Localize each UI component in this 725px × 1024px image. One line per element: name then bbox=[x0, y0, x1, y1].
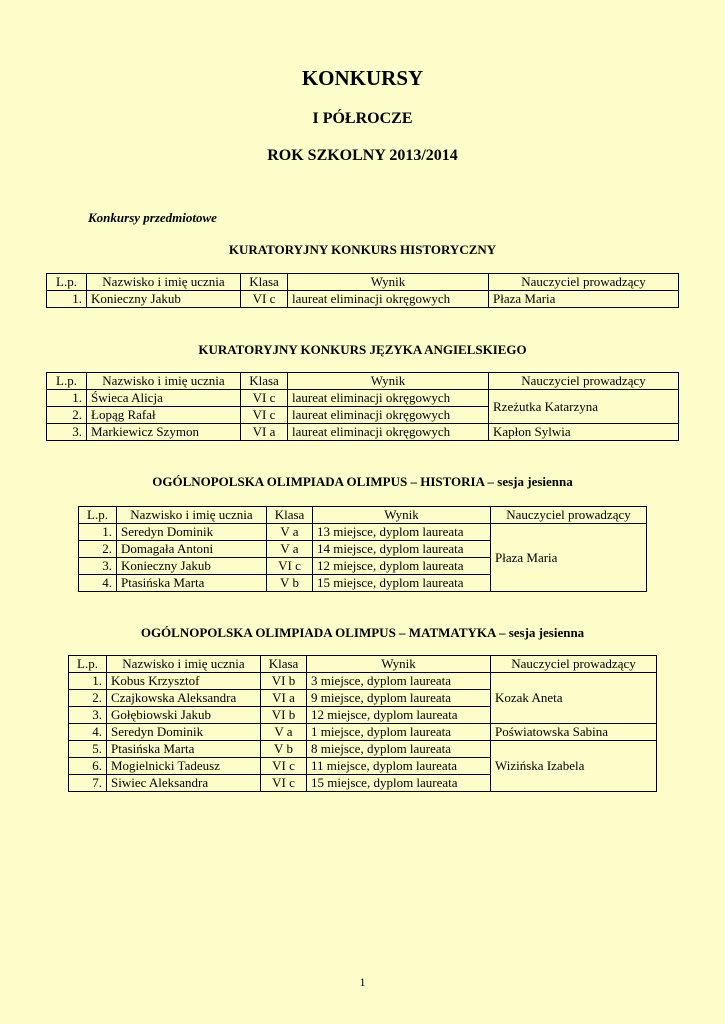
row-result: laureat eliminacji okręgowych bbox=[288, 291, 489, 308]
row-class: VI c bbox=[241, 291, 288, 308]
row-lp: 2. bbox=[79, 541, 117, 558]
section-title-english-contest: KURATORYJNY KONKURS JĘZYKA ANGIELSKIEGO bbox=[198, 342, 527, 357]
col-header-result: Wynik bbox=[307, 656, 491, 673]
row-class: VI a bbox=[241, 424, 288, 441]
row-teacher: Wizińska Izabela bbox=[491, 741, 657, 792]
row-class: VI c bbox=[261, 758, 307, 775]
col-header-class: Klasa bbox=[241, 274, 288, 291]
table-header-row bbox=[47, 373, 679, 390]
col-header-teacher: Nauczyciel prowadzący bbox=[491, 507, 647, 524]
table-row bbox=[69, 741, 657, 758]
row-lp: 5. bbox=[69, 741, 107, 758]
col-header-name: Nazwisko i imię ucznia bbox=[117, 507, 267, 524]
row-teacher: Płaza Maria bbox=[491, 524, 647, 592]
row-student-name: Ptasińska Marta bbox=[117, 575, 267, 592]
table-olimpus-history bbox=[78, 506, 647, 592]
row-student-name: Łopąg Rafał bbox=[87, 407, 241, 424]
row-result: laureat eliminacji okręgowych bbox=[288, 407, 489, 424]
section-title-olimpus-history: OGÓLNOPOLSKA OLIMPIADA OLIMPUS – HISTORIA – sesja jesienna bbox=[152, 474, 573, 489]
table-row bbox=[47, 424, 679, 441]
school-year-heading: ROK SZKOLNY 2013/2014 bbox=[267, 147, 458, 164]
row-student-name: Markiewicz Szymon bbox=[87, 424, 241, 441]
row-student-name: Seredyn Dominik bbox=[117, 524, 267, 541]
row-lp: 3. bbox=[79, 558, 117, 575]
col-header-teacher: Nauczyciel prowadzący bbox=[489, 274, 679, 291]
row-class: V a bbox=[267, 524, 313, 541]
row-result: 13 miejsce, dyplom laureata bbox=[313, 524, 491, 541]
row-teacher: Poświatowska Sabina bbox=[491, 724, 657, 741]
row-class: VI c bbox=[241, 390, 288, 407]
row-result: laureat eliminacji okręgowych bbox=[288, 424, 489, 441]
col-header-class: Klasa bbox=[241, 373, 288, 390]
table-row bbox=[79, 524, 647, 541]
row-teacher: Kapłon Sylwia bbox=[489, 424, 679, 441]
table-row bbox=[47, 390, 679, 407]
row-lp: 1. bbox=[79, 524, 117, 541]
row-result: 11 miejsce, dyplom laureata bbox=[307, 758, 491, 775]
row-student-name: Siwiec Aleksandra bbox=[107, 775, 261, 792]
row-student-name: Konieczny Jakub bbox=[87, 291, 241, 308]
row-lp: 6. bbox=[69, 758, 107, 775]
row-student-name: Świeca Alicja bbox=[87, 390, 241, 407]
row-result: 12 miejsce, dyplom laureata bbox=[313, 558, 491, 575]
table-header-row bbox=[47, 274, 679, 291]
row-student-name: Kobus Krzysztof bbox=[107, 673, 261, 690]
col-header-name: Nazwisko i imię ucznia bbox=[107, 656, 261, 673]
table-header-row bbox=[69, 656, 657, 673]
col-header-result: Wynik bbox=[313, 507, 491, 524]
row-lp: 4. bbox=[79, 575, 117, 592]
col-header-result: Wynik bbox=[288, 373, 489, 390]
col-header-teacher: Nauczyciel prowadzący bbox=[489, 373, 679, 390]
table-olimpus-math bbox=[68, 655, 657, 792]
row-class: VI b bbox=[261, 707, 307, 724]
row-class: V b bbox=[267, 575, 313, 592]
row-lp: 1. bbox=[69, 673, 107, 690]
row-student-name: Domagała Antoni bbox=[117, 541, 267, 558]
row-class: V b bbox=[261, 741, 307, 758]
row-teacher: Kozak Aneta bbox=[491, 673, 657, 724]
row-result: 12 miejsce, dyplom laureata bbox=[307, 707, 491, 724]
row-class: VI c bbox=[267, 558, 313, 575]
row-result: 9 miejsce, dyplom laureata bbox=[307, 690, 491, 707]
table-english-contest bbox=[46, 372, 679, 441]
row-class: VI c bbox=[241, 407, 288, 424]
row-result: 14 miejsce, dyplom laureata bbox=[313, 541, 491, 558]
row-teacher: Płaza Maria bbox=[489, 291, 679, 308]
section-title-olimpus-math: OGÓLNOPOLSKA OLIMPIADA OLIMPUS – MATMATYKA – sesja jesienna bbox=[140, 625, 585, 640]
table-history-contest bbox=[46, 273, 679, 308]
col-header-teacher: Nauczyciel prowadzący bbox=[491, 656, 657, 673]
row-lp: 3. bbox=[47, 424, 87, 441]
section-title-history-contest: KURATORYJNY KONKURS HISTORYCZNY bbox=[228, 242, 497, 257]
col-header-lp: L.p. bbox=[47, 274, 87, 291]
row-class: V a bbox=[261, 724, 307, 741]
row-result: 8 miejsce, dyplom laureata bbox=[307, 741, 491, 758]
row-class: V a bbox=[267, 541, 313, 558]
subject-contests-subheading: Konkursy przedmiotowe bbox=[88, 210, 217, 225]
table-row bbox=[47, 291, 679, 308]
row-lp: 1. bbox=[47, 291, 87, 308]
page-number: 1 bbox=[359, 975, 366, 989]
row-lp: 2. bbox=[69, 690, 107, 707]
row-result: 15 miejsce, dyplom laureata bbox=[313, 575, 491, 592]
row-lp: 3. bbox=[69, 707, 107, 724]
row-result: laureat eliminacji okręgowych bbox=[288, 390, 489, 407]
row-result: 15 miejsce, dyplom laureata bbox=[307, 775, 491, 792]
row-student-name: Seredyn Dominik bbox=[107, 724, 261, 741]
row-lp: 2. bbox=[47, 407, 87, 424]
row-class: VI c bbox=[261, 775, 307, 792]
col-header-lp: L.p. bbox=[69, 656, 107, 673]
table-header-row bbox=[79, 507, 647, 524]
col-header-lp: L.p. bbox=[47, 373, 87, 390]
col-header-result: Wynik bbox=[288, 274, 489, 291]
half-year-heading: I PÓŁROCZE bbox=[312, 110, 413, 127]
row-student-name: Mogielnicki Tadeusz bbox=[107, 758, 261, 775]
row-student-name: Konieczny Jakub bbox=[117, 558, 267, 575]
col-header-name: Nazwisko i imię ucznia bbox=[87, 274, 241, 291]
col-header-class: Klasa bbox=[267, 507, 313, 524]
row-class: VI b bbox=[261, 673, 307, 690]
table-row bbox=[69, 724, 657, 741]
row-lp: 4. bbox=[69, 724, 107, 741]
row-lp: 1. bbox=[47, 390, 87, 407]
col-header-lp: L.p. bbox=[79, 507, 117, 524]
row-student-name: Gołębiowski Jakub bbox=[107, 707, 261, 724]
document-title: KONKURSY bbox=[301, 66, 424, 90]
row-student-name: Czajkowska Aleksandra bbox=[107, 690, 261, 707]
col-header-name: Nazwisko i imię ucznia bbox=[87, 373, 241, 390]
row-student-name: Ptasińska Marta bbox=[107, 741, 261, 758]
row-lp: 7. bbox=[69, 775, 107, 792]
row-class: VI a bbox=[261, 690, 307, 707]
row-teacher: Rzeżutka Katarzyna bbox=[489, 390, 679, 424]
row-result: 1 miejsce, dyplom laureata bbox=[307, 724, 491, 741]
col-header-class: Klasa bbox=[261, 656, 307, 673]
table-row bbox=[69, 673, 657, 690]
row-result: 3 miejsce, dyplom laureata bbox=[307, 673, 491, 690]
